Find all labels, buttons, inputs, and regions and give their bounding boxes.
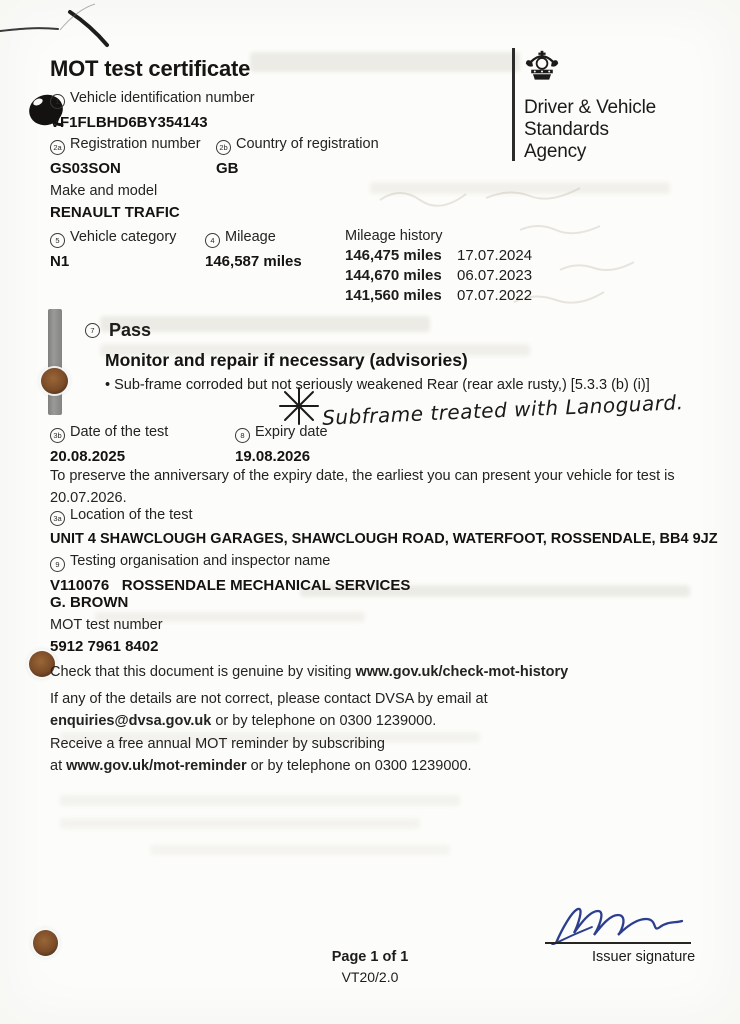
- field-country: [216, 136, 379, 177]
- page-number: Page 1 of 1: [331, 949, 409, 965]
- binding-bar-artifact: [48, 309, 62, 415]
- field-make-model: [50, 183, 180, 221]
- issuer-signature-handwriting: [548, 903, 693, 945]
- history-miles: 141,560 miles: [345, 287, 442, 304]
- field-vin: [50, 90, 255, 131]
- field-ref-badge: 1: [50, 94, 65, 109]
- contact-notice-text: If any of the details are not correct, please contact DVSA by email at: [50, 691, 488, 707]
- field-ref-badge: 8: [235, 428, 250, 443]
- expiry-date-label: Expiry date: [255, 424, 328, 440]
- testing-org-label: Testing organisation and inspector name: [70, 553, 331, 569]
- vin-label: Vehicle identification number: [70, 90, 255, 106]
- field-ref-badge: 9: [50, 557, 65, 572]
- genuine-notice: [50, 662, 678, 684]
- result-value: Pass: [109, 320, 152, 340]
- history-miles: 146,475 miles: [345, 247, 442, 264]
- field-ref-badge: 5: [50, 233, 65, 248]
- reminder-notice-rest: or by telephone on 0300 1239000.: [246, 757, 472, 774]
- asterisk-mark-icon: [278, 386, 320, 426]
- inspector-name-value: G. BROWN: [50, 594, 129, 612]
- issuer-signature-label: Issuer signature: [592, 949, 696, 965]
- genuine-notice-text: Check that this document is genuine by visiting: [50, 664, 356, 680]
- contact-notice: [50, 689, 678, 733]
- handwritten-note: Subframe treated with Lanoguard.: [321, 390, 684, 430]
- field-location: [50, 507, 718, 547]
- make-model-value: RENAULT TRAFIC: [50, 204, 180, 221]
- form-reference: VT20/2.0: [341, 969, 399, 985]
- country-value: GB: [216, 160, 239, 177]
- field-test-date: [50, 424, 168, 465]
- mileage-history-row: [345, 267, 532, 284]
- reminder-notice-text: Receive a free annual MOT reminder by subscribing: [50, 736, 386, 752]
- check-mot-history-link: www.gov.uk/check-mot-history: [355, 664, 569, 680]
- history-date: 07.07.2022: [457, 287, 533, 304]
- country-label: Country of registration: [236, 136, 379, 152]
- mot-test-number-value: 5912 7961 8402: [50, 638, 159, 655]
- field-registration: [50, 136, 201, 177]
- vin-value: VF1FLBHD6BY354143: [50, 114, 208, 131]
- mileage-history-row: [345, 247, 532, 264]
- mot-test-number-label: MOT test number: [50, 617, 163, 633]
- test-date-label: Date of the test: [70, 424, 169, 440]
- advisory-item: • Sub-frame corroded but not seriously weakened Rear (rear axle rusty,) [5.3.3 (b) (i)]: [105, 377, 650, 393]
- field-ref-badge: 3a: [50, 511, 65, 526]
- field-mileage-history: [345, 228, 532, 304]
- field-ref-badge: 2b: [216, 140, 231, 155]
- test-result: [85, 320, 151, 341]
- bleed-through-ghost: [60, 795, 460, 806]
- contact-notice-rest: or by telephone on 0300 1239000.: [211, 712, 437, 729]
- testing-org-value: V110076 ROSSENDALE MECHANICAL SERVICES: [50, 577, 411, 594]
- field-mot-test-number: [50, 617, 163, 655]
- location-label: Location of the test: [70, 507, 193, 523]
- agency-name-line: Driver & Vehicle: [524, 97, 656, 118]
- field-testing-org: [50, 553, 410, 612]
- advisories-heading: Monitor and repair if necessary (advisories): [105, 350, 468, 370]
- reminder-notice: [50, 734, 678, 778]
- reminder-at: at: [50, 757, 67, 774]
- bleed-through-ghost: [150, 845, 450, 855]
- agency-name-line: Agency: [524, 141, 587, 162]
- history-date: 06.07.2023: [457, 267, 533, 284]
- history-date: 17.07.2024: [457, 247, 533, 264]
- category-label: Vehicle category: [70, 229, 177, 245]
- test-date-value: 20.08.2025: [50, 448, 126, 465]
- field-ref-badge: 2a: [50, 140, 65, 155]
- anniversary-note: To preserve the anniversary of the expiry date, the earliest you can present your vehicle for test is 20.07.2026.: [50, 468, 675, 506]
- location-value: UNIT 4 SHAWCLOUGH GARAGES, SHAWCLOUGH ROAD, WATERFOOT, ROSSENDALE, BB4 9JZ: [50, 531, 718, 547]
- mileage-label: Mileage: [225, 229, 276, 245]
- field-ref-badge: 3b: [50, 428, 65, 443]
- mot-reminder-link: www.gov.uk/mot-reminder: [66, 757, 247, 774]
- agency-name-line: Standards: [524, 119, 609, 140]
- page-title: MOT test certificate: [50, 56, 251, 81]
- logo-divider: [512, 48, 515, 161]
- registration-value: GS03SON: [50, 160, 121, 177]
- mileage-history-label: Mileage history: [345, 228, 443, 244]
- signature-line: [545, 942, 691, 944]
- category-value: N1: [50, 253, 70, 270]
- field-mileage: [205, 229, 302, 270]
- royal-crest-icon: [524, 48, 560, 86]
- field-ref-badge: 7: [85, 323, 100, 338]
- field-ref-badge: 4: [205, 233, 220, 248]
- mileage-value: 146,587 miles: [205, 253, 302, 270]
- field-category: [50, 229, 176, 270]
- punched-hole: [41, 368, 68, 394]
- expiry-date-value: 19.08.2026: [235, 448, 311, 465]
- dvsa-email: enquiries@dvsa.gov.uk: [50, 712, 212, 729]
- make-model-label: Make and model: [50, 183, 158, 199]
- mileage-history-row: [345, 287, 532, 304]
- field-expiry-date: [235, 424, 328, 465]
- bleed-through-ghost: [60, 818, 420, 829]
- bleed-through-ghost: [250, 52, 520, 72]
- registration-label: Registration number: [70, 136, 201, 152]
- dvsa-logo: [512, 48, 656, 163]
- history-miles: 144,670 miles: [345, 267, 442, 284]
